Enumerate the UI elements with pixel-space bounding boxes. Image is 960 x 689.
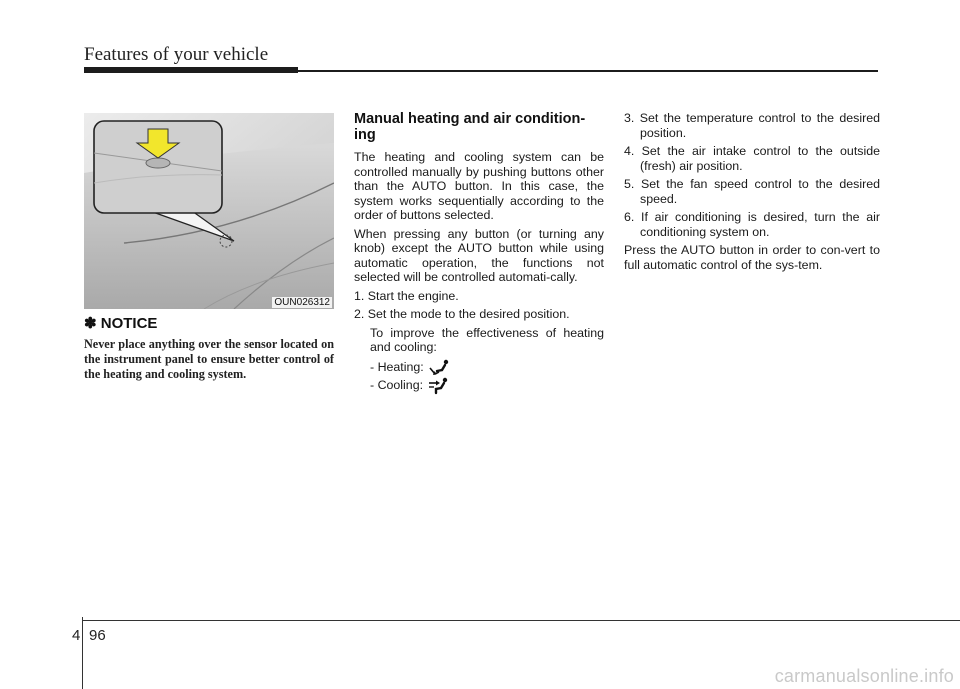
notice-body: Never place anything over the sensor located on the instrument panel to ensure better control of the heating and cooling system. <box>84 337 334 381</box>
face-vent-icon <box>427 377 449 395</box>
heating-mode-line <box>354 359 604 377</box>
step-1: 1. Start the engine. <box>354 288 459 303</box>
footer-horizontal-rule <box>82 620 960 621</box>
sensor-illustration <box>84 113 334 309</box>
figure-code-label: OUN026312 <box>274 297 330 308</box>
dashboard-sensor-drawing <box>84 113 334 309</box>
step-4: 4. Set the air intake control to the outside (fresh) air position. <box>624 144 880 173</box>
notice-title: ✽ NOTICE <box>84 315 158 332</box>
cooling-label: - Cooling: <box>370 378 424 392</box>
page-header-title: Features of your vehicle <box>84 44 269 65</box>
section-title: Manual heating and air condition-ing <box>354 111 586 143</box>
heating-label: - Heating: <box>370 360 424 374</box>
paragraph-auto-override: When pressing any button (or turning any knob) except the AUTO button while using automatic operation, the functions not selected will be controlled automati-cally. <box>354 226 604 284</box>
watermark-text: carmanualsonline.info <box>774 666 954 686</box>
step-2: 2. Set the mode to the desired position. <box>354 307 570 321</box>
cooling-mode-line <box>354 377 604 395</box>
step-3: 3. Set the temperature control to the desired position. <box>624 111 880 140</box>
closing-paragraph: Press the AUTO button in order to con-vert to full automatic control of the sys-tem. <box>624 243 880 272</box>
manual-section <box>354 111 604 395</box>
step-6: 6. If air conditioning is desired, turn the air conditioning system on. <box>624 210 880 239</box>
step-5: 5. Set the fan speed control to the desired speed. <box>624 177 880 206</box>
floor-vent-icon <box>428 359 450 377</box>
step-2-note: To improve the effectiveness of heating and cooling: <box>370 325 604 354</box>
footer-vertical-rule <box>82 617 83 689</box>
header-rule-thin <box>298 70 878 72</box>
paragraph-manual-control: The heating and cooling system can be controlled manually by pushing buttons other than the AUTO button. In this case, the system works sequentially according to the order of buttons selected. <box>354 150 604 222</box>
chapter-number: 4 <box>72 627 81 644</box>
steps-continued <box>624 111 880 276</box>
header-rule-thick <box>84 67 298 73</box>
page-number: 96 <box>89 627 106 644</box>
